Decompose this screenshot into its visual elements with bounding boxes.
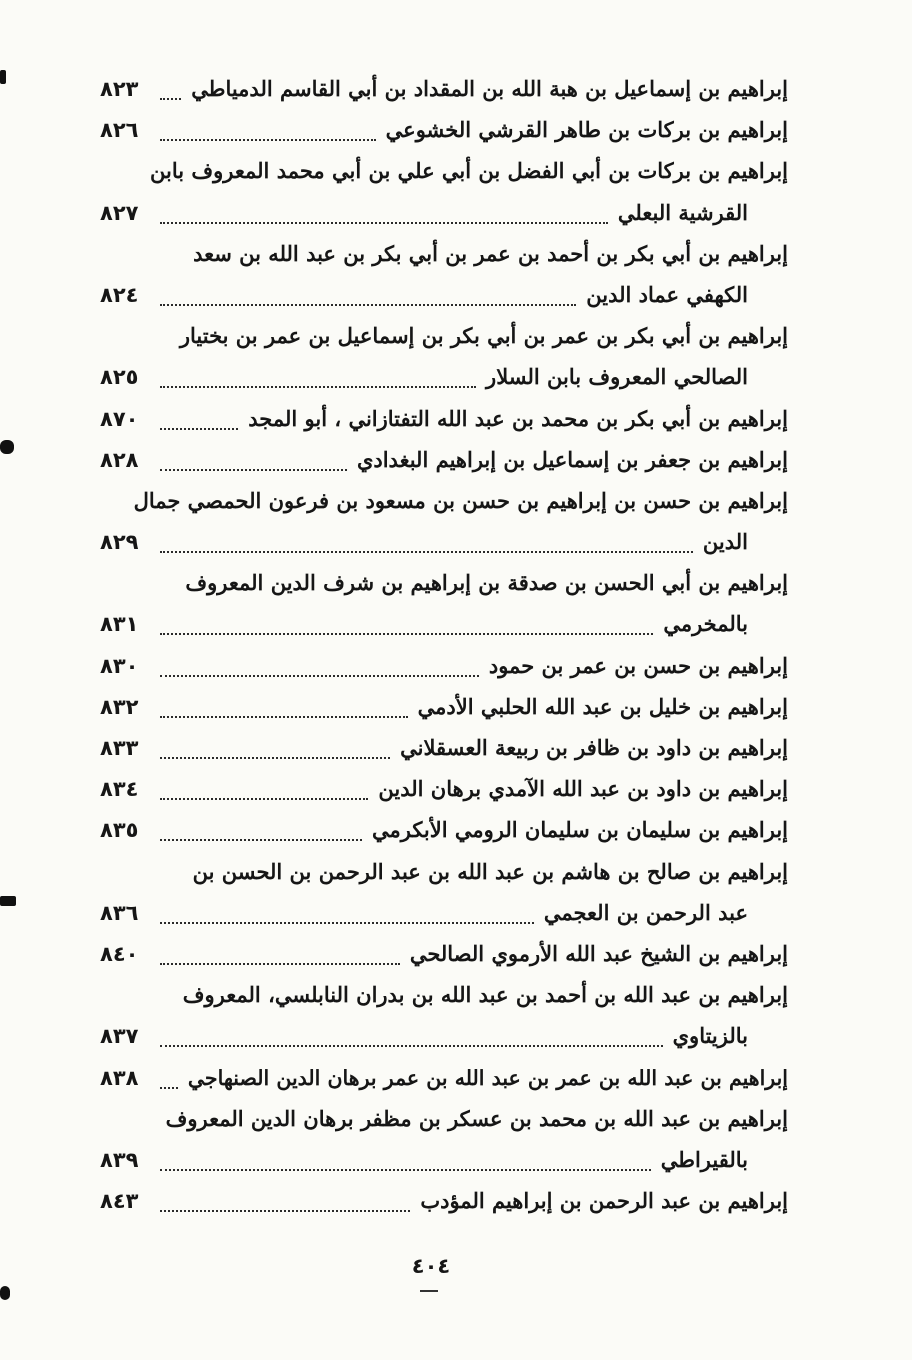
dot-leader [160, 737, 390, 759]
page-number-underline [420, 1290, 438, 1292]
index-entry [96, 111, 788, 152]
entry-line [96, 235, 788, 276]
entry-page-number: ٨٣٥ [100, 818, 139, 843]
entry-continuation-line [96, 358, 788, 399]
entry-name-text: عبد الرحمن بن العجمي [543, 899, 748, 925]
entry-line [96, 1182, 788, 1223]
entry-name-text: إبراهيم بن بركات بن طاهر القرشي الخشوعي [385, 117, 788, 143]
entry-page-number: ٨٢٨ [100, 447, 139, 472]
index-entry [96, 235, 788, 317]
entry-name-text: القرشية البعلي [617, 199, 748, 225]
entry-continuation-line [96, 1141, 788, 1182]
entry-line [96, 811, 788, 852]
entry-continuation-line [96, 1017, 788, 1058]
entry-line [96, 729, 788, 770]
entry-page-number: ٨٣٢ [100, 694, 139, 719]
entry-page-number: ٨٤٣ [100, 1189, 139, 1214]
entry-line [96, 482, 788, 523]
entry-name-text: إبراهيم بن بركات بن أبي الفضل بن أبي علي بن أبي محمد المعروف بابن [150, 158, 788, 184]
entry-continuation-line [96, 276, 788, 317]
entry-line [96, 111, 788, 152]
index-entry [96, 1059, 788, 1100]
entry-line [96, 317, 788, 358]
entry-name-text: بالزيتاوي [672, 1023, 748, 1049]
index-entry [96, 1182, 788, 1223]
dot-leader [160, 819, 362, 841]
scan-mark [0, 1286, 10, 1300]
entry-name-text: إبراهيم بن عبد الرحمن بن إبراهيم المؤدب [420, 1188, 788, 1214]
dot-leader [160, 1025, 663, 1047]
scan-mark [0, 70, 6, 84]
dot-leader [160, 1190, 410, 1212]
entry-line [96, 441, 788, 482]
entry-page-number: ٨٢٥ [100, 365, 139, 390]
entry-page-number: ٨٣٩ [100, 1147, 139, 1172]
entry-page-number: ٨٢٣ [100, 77, 139, 101]
entry-name-text: إبراهيم بن داود بن عبد الله الآمدي برهان الدين [378, 776, 788, 802]
entry-name-text: إبراهيم بن خليل بن عبد الله الحلبي الأدمي [417, 693, 788, 719]
entry-page-number: ٨٣٤ [100, 777, 139, 802]
entry-line [96, 70, 788, 111]
entry-name-text: إبراهيم بن سليمان بن سليمان الرومي الأبكرمي [371, 817, 788, 843]
entry-line [96, 647, 788, 688]
entry-name-text: إبراهيم بن داود بن ظافر بن ربيعة العسقلاني [400, 735, 788, 760]
index-entry [96, 441, 788, 482]
entry-page-number: ٨٣١ [100, 612, 139, 637]
dot-leader [160, 449, 347, 471]
index-entry [96, 1100, 788, 1182]
entry-line [96, 1100, 788, 1141]
scan-mark [0, 896, 16, 906]
entry-page-number: ٨٣٧ [100, 1024, 139, 1049]
dot-leader [160, 943, 400, 965]
entry-name-text: الدين [702, 529, 748, 555]
entry-name-text: إبراهيم بن عبد الله بن عمر بن عبد الله بن عمر برهان الدين الصنهاجي [187, 1065, 788, 1090]
entry-continuation-line [96, 605, 788, 646]
entry-name-text: إبراهيم بن أبي بكر بن محمد بن عبد الله التفتازاني ، أبو المجد [248, 405, 788, 431]
entry-name-text: إبراهيم بن الشيخ عبد الله الأرموي الصالحي [409, 940, 788, 966]
entry-page-number: ٨٤٠ [100, 941, 139, 966]
entry-name-text: إبراهيم بن عبد الله بن أحمد بن عبد الله بن بدران النابلسي، المعروف [182, 982, 788, 1008]
entry-name-text: إبراهيم بن أبي الحسن بن صدقة بن إبراهيم بن شرف الدين المعروف [185, 570, 788, 596]
entry-name-text: إبراهيم بن إسماعيل بن هبة الله بن المقداد بن أبي القاسم الدمياطي [191, 76, 788, 101]
entry-name-text: إبراهيم بن صالح بن هاشم بن عبد الله بن عبد الرحمن بن الحسن بن [192, 858, 788, 884]
entry-continuation-line [96, 194, 788, 235]
entry-name-text: إبراهيم بن جعفر بن إسماعيل بن إبراهيم البغدادي [356, 446, 788, 472]
entry-line [96, 688, 788, 729]
dot-leader [160, 408, 238, 430]
entry-page-number: ٨٣٣ [100, 736, 139, 760]
entry-page-number: ٨٧٠ [100, 406, 139, 431]
dot-leader [160, 119, 376, 141]
entry-name-text: إبراهيم بن حسن بن عمر بن حمود [488, 652, 788, 678]
dot-leader [160, 531, 693, 553]
entry-name-text: إبراهيم بن عبد الله بن محمد بن عسكر بن مظفر برهان الدين المعروف [165, 1105, 788, 1131]
dot-leader [160, 284, 576, 306]
index-entry [96, 976, 788, 1058]
entry-line [96, 935, 788, 976]
index-entry [96, 647, 788, 688]
dot-leader [160, 902, 534, 924]
entry-line [96, 853, 788, 894]
entry-continuation-line [96, 894, 788, 935]
dot-leader [160, 1067, 178, 1089]
page-number: ٤٠٤ [411, 1254, 451, 1278]
entry-name-text: الكهفي عماد الدين [586, 281, 748, 307]
index-entry [96, 482, 788, 564]
dot-leader [160, 202, 608, 224]
entry-name-text: بالمخرمي [663, 611, 748, 637]
entry-page-number: ٨٣٨ [100, 1065, 139, 1090]
entry-page-number: ٨٢٦ [100, 118, 139, 143]
dot-leader [160, 366, 476, 388]
entry-page-number: ٨٢٩ [100, 530, 139, 555]
entry-name-text: بالقيراطي [660, 1146, 748, 1172]
index-entry [96, 729, 788, 770]
entry-line [96, 564, 788, 605]
dot-leader [160, 78, 181, 100]
entry-line [96, 770, 788, 811]
entry-name-text: الصالحي المعروف بابن السلار [486, 364, 748, 390]
dot-leader [160, 1149, 651, 1171]
entry-page-number: ٨٢٤ [100, 282, 139, 307]
index-entry [96, 770, 788, 811]
index-entry [96, 70, 788, 111]
entry-line [96, 400, 788, 441]
entry-name-text: إبراهيم بن أبي بكر بن أحمد بن عمر بن أبي بكر بن عبد الله بن سعد [193, 240, 788, 266]
index-entry [96, 400, 788, 441]
index-entry [96, 688, 788, 729]
entry-continuation-line [96, 523, 788, 564]
index-entry [96, 853, 788, 935]
index-entry [96, 811, 788, 852]
dot-leader [160, 613, 653, 635]
index-list [96, 70, 788, 1223]
entry-name-text: إبراهيم بن حسن بن إبراهيم بن حسن بن مسعود بن فرعون الحمصي جمال [133, 487, 788, 513]
entry-line [96, 976, 788, 1017]
index-entry [96, 152, 788, 234]
entry-name-text: إبراهيم بن أبي بكر بن عمر بن أبي بكر بن إسماعيل بن عمر بن بختيار [179, 323, 788, 349]
scan-mark [0, 440, 14, 454]
dot-leader [160, 655, 479, 677]
entry-page-number: ٨٣٦ [100, 900, 139, 925]
entry-page-number: ٨٢٧ [100, 200, 139, 225]
dot-leader [160, 778, 368, 800]
entry-page-number: ٨٣٠ [100, 653, 139, 678]
index-entry [96, 317, 788, 399]
entry-line [96, 152, 788, 193]
entry-line [96, 1059, 788, 1100]
index-entry [96, 935, 788, 976]
index-entry [96, 564, 788, 646]
dot-leader [160, 696, 408, 718]
